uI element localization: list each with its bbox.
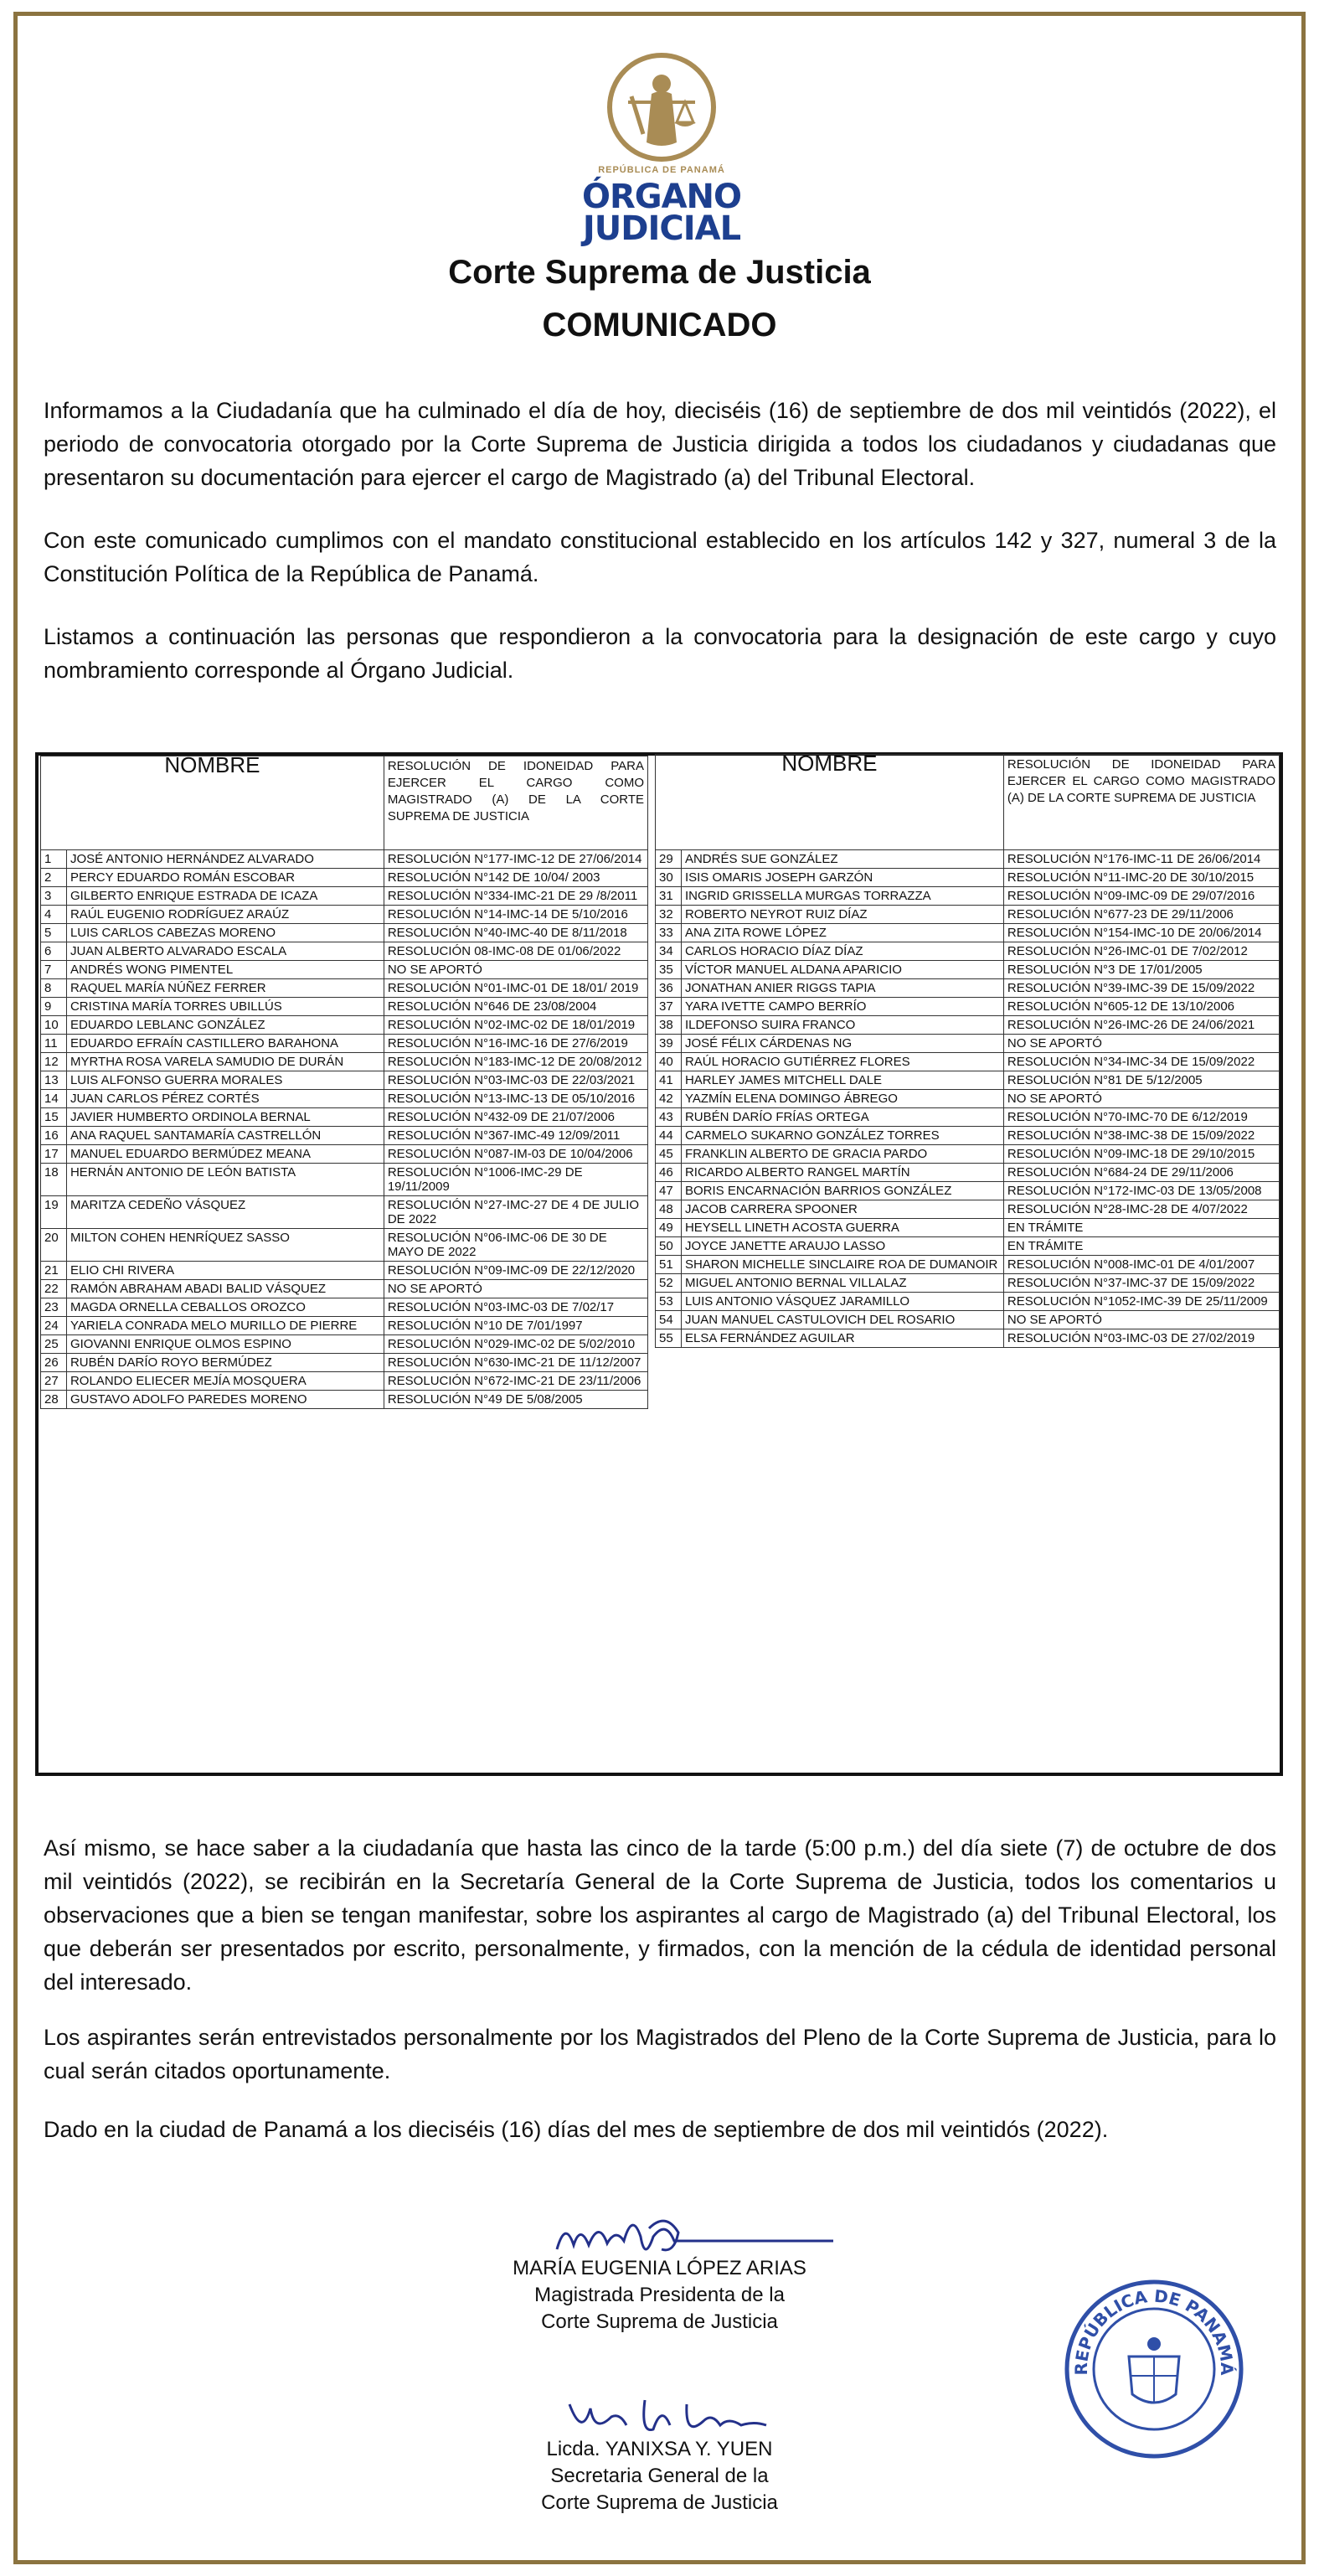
- row-number: 51: [656, 1256, 682, 1274]
- row-number: 31: [656, 887, 682, 906]
- resolution-cell: RESOLUCIÓN 08-IMC-08 DE 01/06/2022: [384, 942, 647, 961]
- row-number: 26: [41, 1354, 67, 1372]
- resolution-cell: NO SE APORTÓ: [1003, 1035, 1279, 1053]
- row-number: 30: [656, 869, 682, 887]
- candidate-name: YAZMÍN ELENA DOMINGO ÁBREGO: [681, 1090, 1003, 1108]
- table-row: [656, 869, 1280, 887]
- table-row: [656, 1237, 1280, 1256]
- table-row: [41, 1335, 648, 1354]
- resolution-cell: RESOLUCIÓN N°3 DE 17/01/2005: [1003, 961, 1279, 979]
- candidate-name: CARMELO SUKARNO GONZÁLEZ TORRES: [681, 1127, 1003, 1145]
- candidate-name: ILDEFONSO SUIRA FRANCO: [681, 1016, 1003, 1035]
- candidate-name: VÍCTOR MANUEL ALDANA APARICIO: [681, 961, 1003, 979]
- signatory-1-name: MARÍA EUGENIA LÓPEZ ARIAS: [513, 2257, 806, 2279]
- resolution-cell: RESOLUCIÓN N°334-IMC-21 DE 29 /8/2011: [384, 887, 647, 906]
- signatory-2-role-line2: Corte Suprema de Justicia: [541, 2491, 778, 2514]
- column-header-resolution: RESOLUCIÓN DE IDONEIDAD PARA EJERCER EL CARGO COMO MAGISTRADO (A) DE LA CORTE SUPREMA DE JUSTICIA: [1003, 755, 1279, 850]
- row-number: 22: [41, 1280, 67, 1298]
- resolution-cell: RESOLUCIÓN N°13-IMC-13 DE 05/10/2016: [384, 1090, 647, 1108]
- table-row: [656, 1108, 1280, 1127]
- table-row: [656, 1016, 1280, 1035]
- candidate-name: LUIS ANTONIO VÁSQUEZ JARAMILLO: [681, 1293, 1003, 1311]
- intro-paragraph-1: Informamos a la Ciudadanía que ha culminado el día de hoy, dieciséis (16) de septiembre de dos mil veintidós (2022), el periodo de convocatoria otorgado por la Corte Suprema de Justicia dirigida a todos los ciudadanos y ciudadanas que presentaron su documentación para ejercer el cargo de Magistrado (a) del Tribunal Electoral.: [44, 398, 1276, 490]
- row-number: 49: [656, 1219, 682, 1237]
- candidate-name: RAQUEL MARÍA NÚÑEZ FERRER: [66, 979, 384, 998]
- resolution-cell: RESOLUCIÓN N°14-IMC-14 DE 5/10/2016: [384, 906, 647, 924]
- candidate-name: JOSÉ ANTONIO HERNÁNDEZ ALVARADO: [66, 850, 384, 869]
- row-number: 15: [41, 1108, 67, 1127]
- row-number: 43: [656, 1108, 682, 1127]
- table-row: [41, 869, 648, 887]
- row-number: 12: [41, 1053, 67, 1071]
- resolution-cell: RESOLUCIÓN N°38-IMC-38 DE 15/09/2022: [1003, 1127, 1279, 1145]
- row-number: 29: [656, 850, 682, 869]
- table-row: [41, 1372, 648, 1391]
- candidate-name: ROBERTO NEYROT RUIZ DÍAZ: [681, 906, 1003, 924]
- candidate-name: GUSTAVO ADOLFO PAREDES MORENO: [66, 1391, 384, 1409]
- table-row: [656, 1053, 1280, 1071]
- row-number: 44: [656, 1127, 682, 1145]
- resolution-cell: RESOLUCIÓN N°03-IMC-03 DE 27/02/2019: [1003, 1329, 1279, 1348]
- table-row: [41, 1354, 648, 1372]
- candidate-name: ROLANDO ELIECER MEJÍA MOSQUERA: [66, 1372, 384, 1391]
- table-row: [41, 1053, 648, 1071]
- table-row: [656, 1145, 1280, 1164]
- column-header-resolution: RESOLUCIÓN DE IDONEIDAD PARA EJERCER EL CARGO COMO MAGISTRADO (A) DE LA CORTE SUPREMA DE JUSTICIA: [384, 756, 647, 850]
- row-number: 14: [41, 1090, 67, 1108]
- candidate-name: JUAN ALBERTO ALVARADO ESCALA: [66, 942, 384, 961]
- candidate-name: GILBERTO ENRIQUE ESTRADA DE ICAZA: [66, 887, 384, 906]
- row-number: 50: [656, 1237, 682, 1256]
- table-row: [656, 850, 1280, 869]
- row-number: 38: [656, 1016, 682, 1035]
- resolution-cell: RESOLUCIÓN N°087-IM-03 DE 10/04/2006: [384, 1145, 647, 1164]
- table-row: [41, 1262, 648, 1280]
- candidate-name: JUAN CARLOS PÉREZ CORTÉS: [66, 1090, 384, 1108]
- resolution-cell: RESOLUCIÓN N°39-IMC-39 DE 15/09/2022: [1003, 979, 1279, 998]
- table-row: [41, 1071, 648, 1090]
- resolution-cell: RESOLUCIÓN N°630-IMC-21 DE 11/12/2007: [384, 1354, 647, 1372]
- table-row: [656, 1071, 1280, 1090]
- row-number: 35: [656, 961, 682, 979]
- table-row: [656, 998, 1280, 1016]
- candidate-name: JOSÉ FÉLIX CÁRDENAS NG: [681, 1035, 1003, 1053]
- row-number: 41: [656, 1071, 682, 1090]
- resolution-cell: EN TRÁMITE: [1003, 1237, 1279, 1256]
- official-seal-icon: [1062, 2277, 1246, 2461]
- row-number: 10: [41, 1016, 67, 1035]
- table-row: [656, 906, 1280, 924]
- table-row: [656, 1256, 1280, 1274]
- candidate-name: MYRTHA ROSA VARELA SAMUDIO DE DURÁN: [66, 1053, 384, 1071]
- resolution-cell: RESOLUCIÓN N°01-IMC-01 DE 18/01/ 2019: [384, 979, 647, 998]
- row-number: 25: [41, 1335, 67, 1354]
- table-row: [656, 1274, 1280, 1293]
- candidate-name: INGRID GRISSELLA MURGAS TORRAZZA: [681, 887, 1003, 906]
- resolution-cell: NO SE APORTÓ: [384, 1280, 647, 1298]
- resolution-cell: RESOLUCIÓN N°172-IMC-03 DE 13/05/2008: [1003, 1182, 1279, 1200]
- candidate-name: RUBÉN DARÍO FRÍAS ORTEGA: [681, 1108, 1003, 1127]
- candidates-table-left: [40, 752, 648, 1409]
- resolution-cell: RESOLUCIÓN N°1052-IMC-39 DE 25/11/2009: [1003, 1293, 1279, 1311]
- candidate-name: LUIS ALFONSO GUERRA MORALES: [66, 1071, 384, 1090]
- row-number: 36: [656, 979, 682, 998]
- row-number: 53: [656, 1293, 682, 1311]
- row-number: 4: [41, 906, 67, 924]
- table-row: [656, 1311, 1280, 1329]
- candidate-name: ANA RAQUEL SANTAMARÍA CASTRELLÓN: [66, 1127, 384, 1145]
- table-row: [656, 924, 1280, 942]
- row-number: 39: [656, 1035, 682, 1053]
- row-number: 19: [41, 1196, 67, 1229]
- closing-paragraph-1: Así mismo, se hace saber a la ciudadanía que hasta las cinco de la tarde (5:00 p.m.) del día siete (7) de octubre de dos mil veintidós (2022), se recibirán en la Secretaría General de la Corte Suprema de Justicia, todos los comentarios u observaciones que a bien se tengan manifestar, sobre los aspirantes al cargo de Magistrado (a) del Tribunal Electoral, los que deberán ser presentados por escrito, personalmente, y firmados, con la mención de la cédula de identidad personal del interesado.: [44, 1835, 1276, 1995]
- table-row: [656, 979, 1280, 998]
- table-row: [41, 1016, 648, 1035]
- resolution-cell: RESOLUCIÓN N°154-IMC-10 DE 20/06/2014: [1003, 924, 1279, 942]
- signatory-1-role-line1: Magistrada Presidenta de la: [534, 2284, 785, 2306]
- closing-paragraph-2: Los aspirantes serán entrevistados personalmente por los Magistrados del Pleno de la Corte Suprema de Justicia, para lo cual serán citados oportunamente.: [44, 2025, 1276, 2083]
- row-number: 17: [41, 1145, 67, 1164]
- table-row: [41, 1108, 648, 1127]
- table-row: [656, 942, 1280, 961]
- table-row: [656, 1329, 1280, 1348]
- candidate-name: RAÚL EUGENIO RODRÍGUEZ ARAÚZ: [66, 906, 384, 924]
- candidate-name: JUAN MANUEL CASTULOVICH DEL ROSARIO: [681, 1311, 1003, 1329]
- signatory-2-name: Licda. YANIXSA Y. YUEN: [546, 2438, 773, 2460]
- candidate-name: ANA ZITA ROWE LÓPEZ: [681, 924, 1003, 942]
- resolution-cell: RESOLUCIÓN N°008-IMC-01 DE 4/01/2007: [1003, 1256, 1279, 1274]
- row-number: 3: [41, 887, 67, 906]
- row-number: 24: [41, 1317, 67, 1335]
- row-number: 33: [656, 924, 682, 942]
- resolution-cell: RESOLUCIÓN N°684-24 DE 29/11/2006: [1003, 1164, 1279, 1182]
- page-subtitle: COMUNICADO: [542, 307, 777, 343]
- resolution-cell: RESOLUCIÓN N°677-23 DE 29/11/2006: [1003, 906, 1279, 924]
- candidate-name: JAVIER HUMBERTO ORDINOLA BERNAL: [66, 1108, 384, 1127]
- candidate-name: MANUEL EDUARDO BERMÚDEZ MEANA: [66, 1145, 384, 1164]
- resolution-cell: RESOLUCIÓN N°16-IMC-16 DE 27/6/2019: [384, 1035, 647, 1053]
- candidate-name: MAGDA ORNELLA CEBALLOS OROZCO: [66, 1298, 384, 1317]
- candidate-name: LUIS CARLOS CABEZAS MORENO: [66, 924, 384, 942]
- candidate-name: MILTON COHEN HENRÍQUEZ SASSO: [66, 1229, 384, 1262]
- candidates-table-right: [655, 751, 1280, 1348]
- candidate-name: PERCY EDUARDO ROMÁN ESCOBAR: [66, 869, 384, 887]
- resolution-cell: RESOLUCIÓN N°605-12 DE 13/10/2006: [1003, 998, 1279, 1016]
- table-row: [41, 1164, 648, 1196]
- signatory-2-role-line1: Secretaria General de la: [550, 2465, 769, 2487]
- table-row: [41, 1145, 648, 1164]
- row-number: 48: [656, 1200, 682, 1219]
- candidate-name: ELSA FERNÁNDEZ AGUILAR: [681, 1329, 1003, 1348]
- page-title: Corte Suprema de Justicia: [448, 254, 871, 291]
- candidate-name: JACOB CARRERA SPOONER: [681, 1200, 1003, 1219]
- table-row: [41, 1229, 648, 1262]
- resolution-cell: RESOLUCIÓN N°09-IMC-18 DE 29/10/2015: [1003, 1145, 1279, 1164]
- candidate-name: GIOVANNI ENRIQUE OLMOS ESPINO: [66, 1335, 384, 1354]
- table-row: [656, 1182, 1280, 1200]
- resolution-cell: RESOLUCIÓN N°27-IMC-27 DE 4 DE JULIO DE 2022: [384, 1196, 647, 1229]
- row-number: 23: [41, 1298, 67, 1317]
- resolution-cell: RESOLUCIÓN N°03-IMC-03 DE 7/02/17: [384, 1298, 647, 1317]
- resolution-cell: RESOLUCIÓN N°03-IMC-03 DE 22/03/2021: [384, 1071, 647, 1090]
- row-number: 8: [41, 979, 67, 998]
- table-row: [41, 998, 648, 1016]
- resolution-cell: RESOLUCIÓN N°142 DE 10/04/ 2003: [384, 869, 647, 887]
- candidate-name: ELIO CHI RIVERA: [66, 1262, 384, 1280]
- resolution-cell: NO SE APORTÓ: [1003, 1090, 1279, 1108]
- row-number: 20: [41, 1229, 67, 1262]
- resolution-cell: RESOLUCIÓN N°70-IMC-70 DE 6/12/2019: [1003, 1108, 1279, 1127]
- resolution-cell: RESOLUCIÓN N°06-IMC-06 DE 30 DE MAYO DE 2022: [384, 1229, 647, 1262]
- signatory-1-role-line2: Corte Suprema de Justicia: [541, 2310, 778, 2333]
- candidate-name: RUBÉN DARÍO ROYO BERMÚDEZ: [66, 1354, 384, 1372]
- column-header-name: NOMBRE: [41, 756, 384, 850]
- row-number: 5: [41, 924, 67, 942]
- row-number: 16: [41, 1127, 67, 1145]
- row-number: 37: [656, 998, 682, 1016]
- candidate-name: SHARON MICHELLE SINCLAIRE ROA DE DUMANOIR: [681, 1256, 1003, 1274]
- resolution-cell: RESOLUCIÓN N°81 DE 5/12/2005: [1003, 1071, 1279, 1090]
- candidate-name: MARITZA CEDEÑO VÁSQUEZ: [66, 1196, 384, 1229]
- row-number: 46: [656, 1164, 682, 1182]
- candidate-name: RAÚL HORACIO GUTIÉRREZ FLORES: [681, 1053, 1003, 1071]
- candidate-name: ISIS OMARIS JOSEPH GARZÓN: [681, 869, 1003, 887]
- table-row: [656, 1035, 1280, 1053]
- row-number: 21: [41, 1262, 67, 1280]
- candidate-name: HERNÁN ANTONIO DE LEÓN BATISTA: [66, 1164, 384, 1196]
- candidate-name: EDUARDO LEBLANC GONZÁLEZ: [66, 1016, 384, 1035]
- resolution-cell: NO SE APORTÓ: [384, 961, 647, 979]
- table-row: [41, 924, 648, 942]
- table-row: [656, 1090, 1280, 1108]
- row-number: 1: [41, 850, 67, 869]
- table-row: [41, 887, 648, 906]
- table-row: [656, 1219, 1280, 1237]
- table-row: [41, 961, 648, 979]
- candidate-name: RICARDO ALBERTO RANGEL MARTÍN: [681, 1164, 1003, 1182]
- candidate-name: HARLEY JAMES MITCHELL DALE: [681, 1071, 1003, 1090]
- table-row: [41, 1298, 648, 1317]
- row-number: 13: [41, 1071, 67, 1090]
- resolution-cell: RESOLUCIÓN N°11-IMC-20 DE 30/10/2015: [1003, 869, 1279, 887]
- candidate-name: JOYCE JANETTE ARAUJO LASSO: [681, 1237, 1003, 1256]
- row-number: 2: [41, 869, 67, 887]
- resolution-cell: RESOLUCIÓN N°02-IMC-02 DE 18/01/2019: [384, 1016, 647, 1035]
- resolution-cell: RESOLUCIÓN N°10 DE 7/01/1997: [384, 1317, 647, 1335]
- candidate-name: CARLOS HORACIO DÍAZ DÍAZ: [681, 942, 1003, 961]
- table-row: [41, 979, 648, 998]
- row-number: 18: [41, 1164, 67, 1196]
- table-row: [656, 1164, 1280, 1182]
- candidate-name: CRISTINA MARÍA TORRES UBILLÚS: [66, 998, 384, 1016]
- row-number: 27: [41, 1372, 67, 1391]
- row-number: 52: [656, 1274, 682, 1293]
- resolution-cell: RESOLUCIÓN N°34-IMC-34 DE 15/09/2022: [1003, 1053, 1279, 1071]
- resolution-cell: RESOLUCIÓN N°672-IMC-21 DE 23/11/2006: [384, 1372, 647, 1391]
- table-row: [41, 906, 648, 924]
- row-number: 55: [656, 1329, 682, 1348]
- resolution-cell: RESOLUCIÓN N°646 DE 23/08/2004: [384, 998, 647, 1016]
- resolution-cell: RESOLUCIÓN N°183-IMC-12 DE 20/08/2012: [384, 1053, 647, 1071]
- resolution-cell: RESOLUCIÓN N°029-IMC-02 DE 5/02/2010: [384, 1335, 647, 1354]
- table-row: [41, 1317, 648, 1335]
- intro-paragraph-2: Con este comunicado cumplimos con el mandato constitucional establecido en los artículos 142 y 327, numeral 3 de la Constitución Política de la República de Panamá.: [44, 528, 1276, 586]
- candidate-name: FRANKLIN ALBERTO DE GRACIA PARDO: [681, 1145, 1003, 1164]
- closing-paragraph-3: Dado en la ciudad de Panamá a los dieciséis (16) días del mes de septiembre de dos mil veintidós (2022).: [44, 2117, 1109, 2142]
- table-row: [656, 961, 1280, 979]
- resolution-cell: EN TRÁMITE: [1003, 1219, 1279, 1237]
- intro-paragraph-3: Listamos a continuación las personas que respondieron a la convocatoria para la designación de este cargo y cuyo nombramiento corresponde al Órgano Judicial.: [44, 624, 1276, 683]
- resolution-cell: RESOLUCIÓN N°1006-IMC-29 DE 19/11/2009: [384, 1164, 647, 1196]
- table-row: [41, 1280, 648, 1298]
- resolution-cell: RESOLUCIÓN N°28-IMC-28 DE 4/07/2022: [1003, 1200, 1279, 1219]
- resolution-cell: RESOLUCIÓN N°49 DE 5/08/2005: [384, 1391, 647, 1409]
- column-header-name: NOMBRE: [656, 755, 1004, 850]
- resolution-cell: RESOLUCIÓN N°09-IMC-09 DE 29/07/2016: [1003, 887, 1279, 906]
- candidate-name: JONATHAN ANIER RIGGS TAPIA: [681, 979, 1003, 998]
- row-number: 34: [656, 942, 682, 961]
- row-number: 28: [41, 1391, 67, 1409]
- resolution-cell: NO SE APORTÓ: [1003, 1311, 1279, 1329]
- table-row: [41, 942, 648, 961]
- candidate-name: EDUARDO EFRAÍN CASTILLERO BARAHONA: [66, 1035, 384, 1053]
- org-name-line1: ÓRGANO: [581, 178, 742, 216]
- org-name-line2: JUDICIAL: [582, 209, 741, 248]
- resolution-cell: RESOLUCIÓN N°26-IMC-26 DE 24/06/2021: [1003, 1016, 1279, 1035]
- row-number: 54: [656, 1311, 682, 1329]
- row-number: 9: [41, 998, 67, 1016]
- table-row: [41, 1090, 648, 1108]
- resolution-cell: RESOLUCIÓN N°26-IMC-01 DE 7/02/2012: [1003, 942, 1279, 961]
- candidate-name: RAMÓN ABRAHAM ABADI BALID VÁSQUEZ: [66, 1280, 384, 1298]
- resolution-cell: RESOLUCIÓN N°177-IMC-12 DE 27/06/2014: [384, 850, 647, 869]
- row-number: 45: [656, 1145, 682, 1164]
- table-row: [656, 887, 1280, 906]
- table-row: [41, 1035, 648, 1053]
- table-row: [41, 850, 648, 869]
- resolution-cell: RESOLUCIÓN N°09-IMC-09 DE 22/12/2020: [384, 1262, 647, 1280]
- row-number: 7: [41, 961, 67, 979]
- table-row: [41, 1391, 648, 1409]
- candidate-name: BORIS ENCARNACIÓN BARRIOS GONZÁLEZ: [681, 1182, 1003, 1200]
- resolution-cell: RESOLUCIÓN N°367-IMC-49 12/09/2011: [384, 1127, 647, 1145]
- candidate-name: YARIELA CONRADA MELO MURILLO DE PIERRE: [66, 1317, 384, 1335]
- candidate-name: YARA IVETTE CAMPO BERRÍO: [681, 998, 1003, 1016]
- table-row: [41, 1196, 648, 1229]
- candidate-name: MIGUEL ANTONIO BERNAL VILLALAZ: [681, 1274, 1003, 1293]
- candidate-name: HEYSELL LINETH ACOSTA GUERRA: [681, 1219, 1003, 1237]
- table-row: [656, 1293, 1280, 1311]
- seal-text: REPÚBLICA DE PANAMÁ: [1070, 2285, 1238, 2376]
- resolution-cell: RESOLUCIÓN N°40-IMC-40 DE 8/11/2018: [384, 924, 647, 942]
- candidate-name: ANDRÉS SUE GONZÁLEZ: [681, 850, 1003, 869]
- table-row: [656, 1200, 1280, 1219]
- row-number: 11: [41, 1035, 67, 1053]
- table-row: [41, 1127, 648, 1145]
- table-row: [656, 1127, 1280, 1145]
- resolution-cell: RESOLUCIÓN N°37-IMC-37 DE 15/09/2022: [1003, 1274, 1279, 1293]
- row-number: 42: [656, 1090, 682, 1108]
- row-number: 6: [41, 942, 67, 961]
- resolution-cell: RESOLUCIÓN N°432-09 DE 21/07/2006: [384, 1108, 647, 1127]
- row-number: 32: [656, 906, 682, 924]
- resolution-cell: RESOLUCIÓN N°176-IMC-11 DE 26/06/2014: [1003, 850, 1279, 869]
- row-number: 40: [656, 1053, 682, 1071]
- row-number: 47: [656, 1182, 682, 1200]
- candidate-name: ANDRÉS WONG PIMENTEL: [66, 961, 384, 979]
- republic-label: REPÚBLICA DE PANAMÁ: [598, 165, 725, 175]
